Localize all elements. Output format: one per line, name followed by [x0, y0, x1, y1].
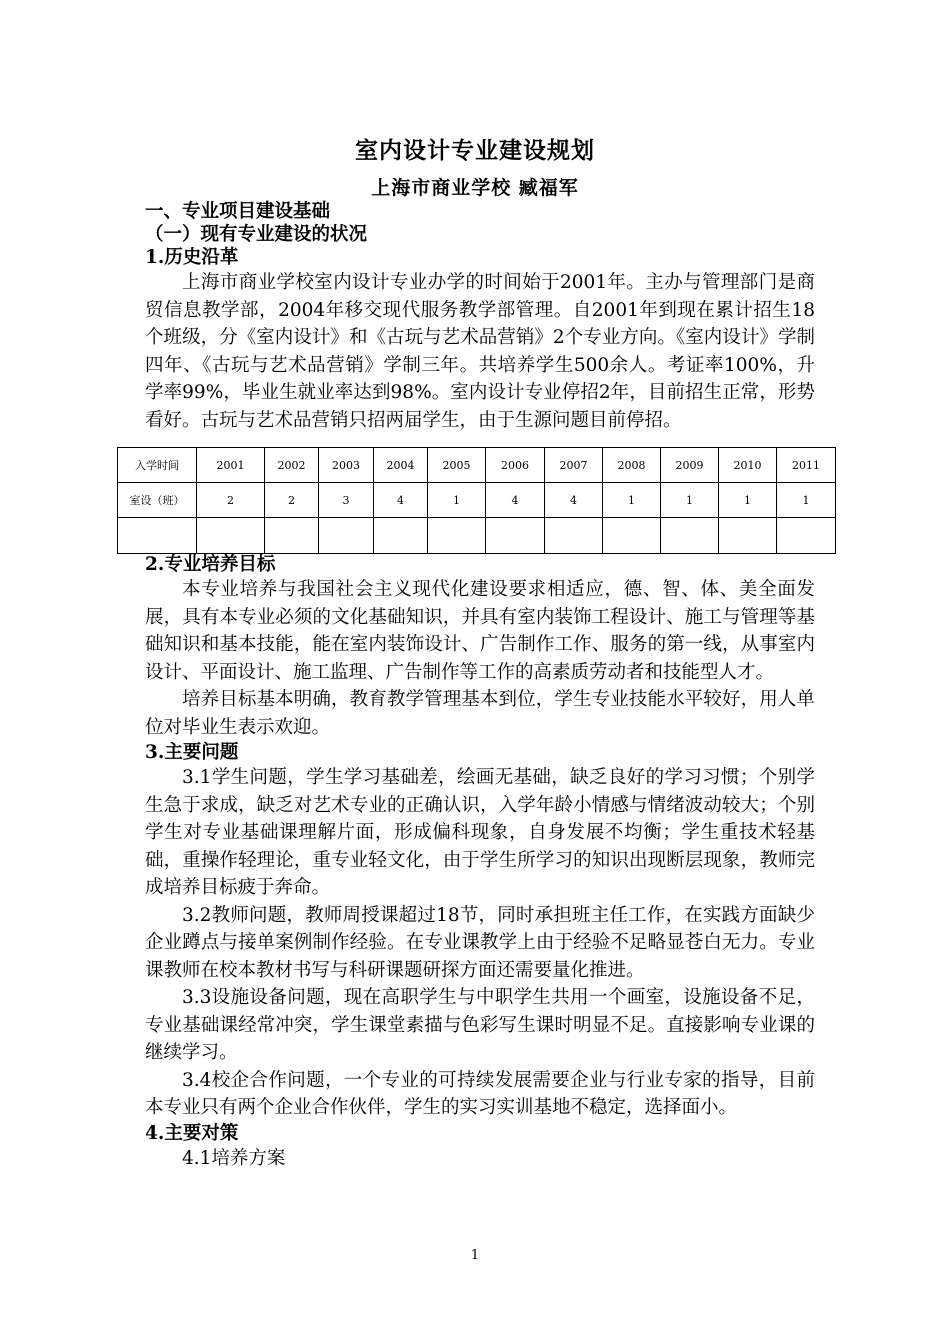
table-cell [719, 518, 777, 554]
document-title: 室内设计专业建设规划 [355, 138, 595, 164]
subsection-heading: （一）现有专业建设的状况 [145, 224, 368, 245]
table-cell [428, 518, 486, 554]
table-cell: 4 [486, 483, 545, 518]
table-row [118, 483, 836, 518]
table-cell: 2001 [197, 448, 265, 483]
table-cell: 2003 [319, 448, 374, 483]
problems-paragraph-1: 3.1学生问题，学生学习基础差，绘画无基础，缺乏良好的学习习惯；个别学生急于求成，缺乏对艺术专业的正确认识，入学年龄小情感与情绪波动较大；个别学生对专业基础课理解片面，形成偏科现象，自身发展不均衡；学生重技术轻基础，重操作轻理论，重专业轻文化，由于学生所学习的知识出现断层现象，教师完成培养目标疲于奔命。 [145, 767, 815, 898]
table-cell: 1 [603, 483, 661, 518]
table-cell: 1 [428, 483, 486, 518]
table-cell [777, 518, 836, 554]
document-author: 上海市商业学校 臧福军 [371, 177, 579, 199]
table-cell [545, 518, 603, 554]
section-heading: 一、专业项目建设基础 [145, 201, 331, 222]
table-cell: 2007 [545, 448, 603, 483]
problems-paragraph-3: 3.3设施设备问题，现在高职学生与中职学生共用一个画室，设施设备不足，专业基础课经常冲突，学生课堂素描与色彩写生课时明显不足。直接影响专业课的继续学习。 [145, 987, 815, 1063]
history-heading: 1.历史沿革 [145, 247, 239, 268]
table-row-empty [118, 518, 836, 554]
table-cell: 2004 [374, 448, 428, 483]
table-cell: 2008 [603, 448, 661, 483]
table-cell [661, 518, 719, 554]
goals-paragraph-1: 本专业培养与我国社会主义现代化建设要求相适应，德、智、体、美全面发展，具有本专业必须的文化基础知识，并具有室内装饰工程设计、施工与管理等基础知识和基本技能，能在室内装饰设计、广告制作工作、服务的第一线，从事室内设计、平面设计、施工监理、广告制作等工作的高素质劳动者和技能型人才。 [145, 579, 815, 683]
problems-paragraph-2: 3.2教师问题，教师周授课超过18节，同时承担班主任工作，在实践方面缺少企业蹲点与接单案例制作经验。在专业课教学上由于经验不足略显苍白无力。专业课教师在校本教材书写与科研课题研探方面还需要量化推进。 [145, 904, 815, 981]
table-cell [197, 518, 265, 554]
table-cell [603, 518, 661, 554]
enrollment-table [117, 447, 836, 554]
table-cell: 1 [661, 483, 719, 518]
table-cell [319, 518, 374, 554]
table-cell: 3 [319, 483, 374, 518]
table-cell: 2005 [428, 448, 486, 483]
table-cell [486, 518, 545, 554]
table-cell [118, 518, 197, 554]
table-row [118, 448, 836, 483]
table-cell: 4 [545, 483, 603, 518]
table-cell: 2009 [661, 448, 719, 483]
section-body-bottom [145, 553, 815, 1172]
goals-heading: 2.专业培养目标 [145, 554, 276, 575]
table-cell: 1 [719, 483, 777, 518]
measures-heading: 4.主要对策 [145, 1122, 239, 1144]
table-cell: 2 [197, 483, 265, 518]
table-cell [374, 518, 428, 554]
table-cell: 2010 [719, 448, 777, 483]
section-body-top [145, 200, 815, 434]
problems-paragraph-4: 3.4校企合作问题，一个专业的可持续发展需要企业与行业专家的指导，目前本专业只有两个企业合作伙伴，学生的实习实训基地不稳定，选择面小。 [145, 1069, 815, 1118]
page-number: 1 [470, 1248, 480, 1263]
table-cell: 4 [374, 483, 428, 518]
goals-paragraph-2: 培养目标基本明确，教育教学管理基本到位，学生专业技能水平较好，用人单位对毕业生表示欢迎。 [145, 689, 815, 738]
table-cell: 2011 [777, 448, 836, 483]
table-cell-label: 室设（班） [118, 483, 197, 518]
problems-heading: 3.主要问题 [145, 742, 239, 763]
measures-paragraph-1: 4.1培养方案 [182, 1147, 286, 1169]
table-cell [265, 518, 319, 554]
table-cell: 2006 [486, 448, 545, 483]
table-cell: 2 [265, 483, 319, 518]
history-paragraph: 上海市商业学校室内设计专业办学的时间始于2001年。主办与管理部门是商贸信息教学部，2004年移交现代服务教学部管理。自2001年到现在累计招生18个班级，分《室内设计》和《古玩与艺术品营销》2个专业方向。《室内设计》学制四年、《古玩与艺术品营销》学制三年。共培养学生500余人。考证率100%，升学率99%，毕业生就业率达到98%。室内设计专业停招2年，目前招生正常，形势看好。古玩与艺术品营销只招两届学生，由于生源问题目前停招。 [145, 272, 815, 431]
table-cell: 1 [777, 483, 836, 518]
table-cell-label: 入学时间 [118, 448, 197, 483]
table-cell: 2002 [265, 448, 319, 483]
